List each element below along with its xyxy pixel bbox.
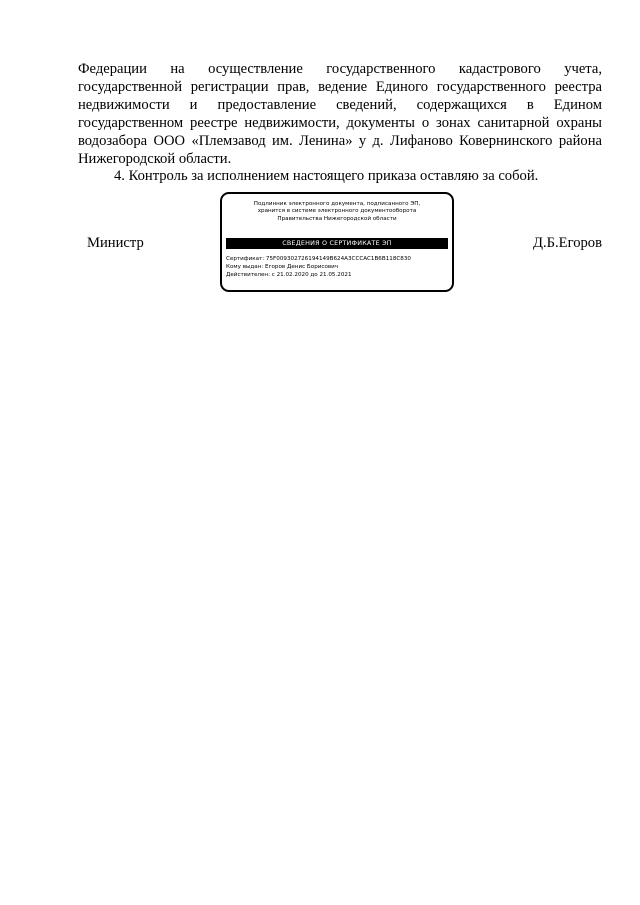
stamp-details (226, 255, 448, 279)
signatory-name: Д.Б.Егоров (533, 235, 602, 251)
clause-4: 4. Контроль за исполнением настоящего приказа оставляю за собой. (114, 168, 539, 184)
certificate-number: Сертификат: 75F009302726194149B624A3CCCAC1B6B118C830 (226, 256, 411, 262)
stamp-notice-line: хранится в системе электронного документооборота (257, 208, 417, 215)
stamp-notice-line: Подлинник электронного документа, подписанного ЭП, (253, 201, 421, 207)
signatory-title: Министр (87, 235, 144, 251)
stamp-notice (228, 201, 446, 223)
body-paragraph: Федерации на осуществление государственного кадастрового учета, государственной регистрации прав, ведение Единого государственного реестра недвижимости и предоставление сведений, содержащихся в Едином государственном реестре недвижимости, документы о зонах санитарной охраны водозабора ООО «Племзавод им. Ленина» у д. Лифаново Ковернинского района Нижегородской области. (78, 61, 602, 167)
stamp-notice-line: Правительства Нижегородской области (277, 215, 397, 222)
electronic-signature-stamp (220, 192, 454, 292)
stamp-banner: СВЕДЕНИЯ О СЕРТИФИКАТЕ ЭП (226, 238, 448, 249)
certificate-validity: Действителен: с 21.02.2020 до 21.05.2021 (226, 272, 352, 278)
certificate-owner: Кому выдан: Егоров Денис Борисович (226, 264, 339, 270)
